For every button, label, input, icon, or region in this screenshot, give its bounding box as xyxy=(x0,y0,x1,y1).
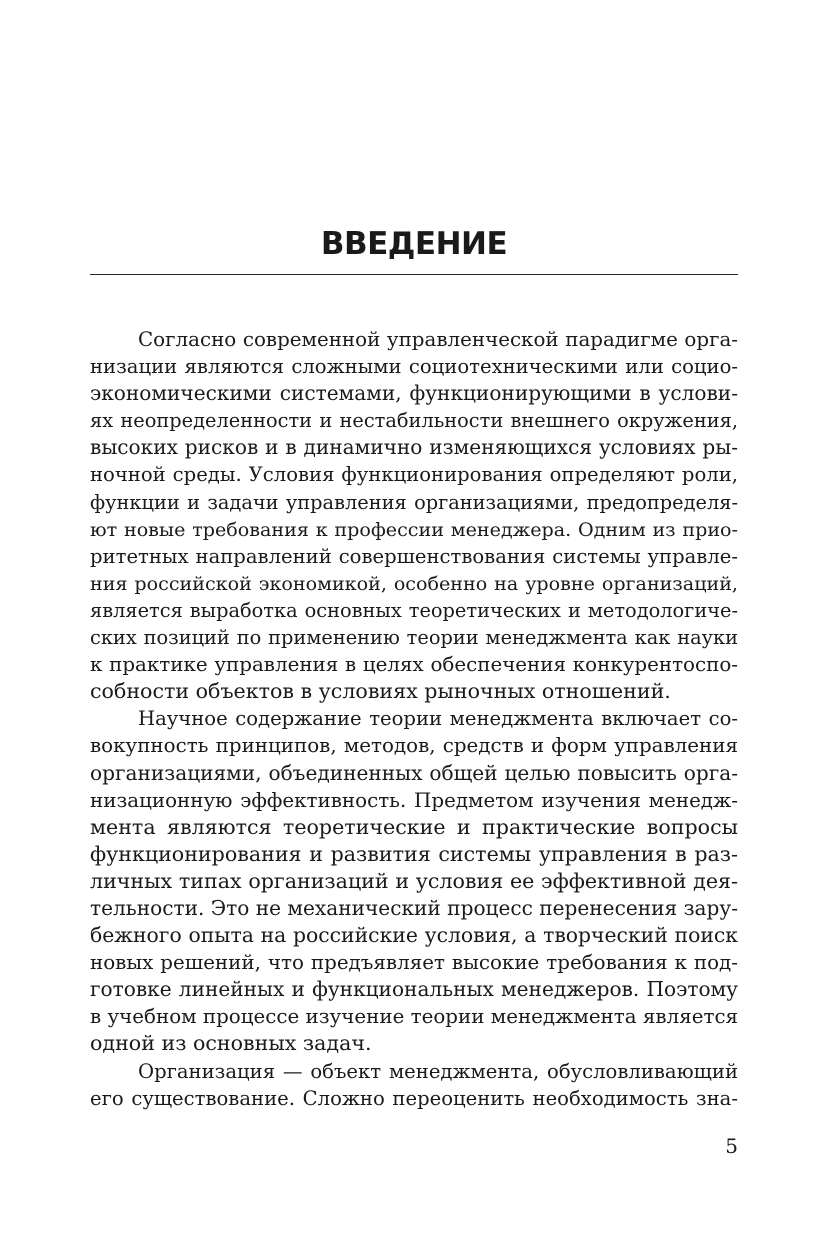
paragraph-2-line: личных типах организаций и условия ее эффективной дея- xyxy=(90,868,738,893)
paragraph-1-line: Согласно современной управленческой парадигме орга- xyxy=(138,328,738,351)
paragraph-2-line: Научное содержание теории менеджмента включает со- xyxy=(138,707,738,731)
paragraph-1-line: собности объектов в условиях рыночных отношений. xyxy=(90,679,671,704)
body-text xyxy=(90,326,738,1112)
paragraph-1-line: ритетных направлений совершенствования системы управле- xyxy=(90,544,738,568)
paragraph-2-line: тельности. Это не механический процесс перенесения зару- xyxy=(90,895,738,920)
paragraph-2-line: функционирования и развития системы управления в раз- xyxy=(90,841,738,866)
paragraph-2-line: готовке линейных и функциональных менеджеров. Поэтому xyxy=(90,977,738,1002)
paragraph-1-line: функции и задачи управления организациями, предопределя- xyxy=(90,490,738,514)
paragraph-1-line: ночной среды. Условия функционирования определяют роли, xyxy=(90,463,738,487)
paragraph-2-line: в учебном процессе изучение теории менеджмента является xyxy=(90,1005,739,1029)
paragraph-2-line: новых решений, что предъявляет высокие требования к под- xyxy=(90,951,738,975)
paragraph-1-line: высоких рисков и в динамично изменяющихся условиях ры- xyxy=(90,435,738,460)
paragraph-1-line: ях неопределенности и нестабильности внешнего окружения, xyxy=(90,409,738,433)
paragraph-1-line: ских позиций по применению теории менеджмента как науки xyxy=(90,626,738,650)
paragraph-1-line: является выработка основных теоретических и методологиче- xyxy=(90,598,738,622)
page-number: 5 xyxy=(725,1134,738,1158)
paragraph-1-line: низации являются сложными социотехническими или социо- xyxy=(90,355,738,379)
paragraph-3-line: Организация — объект менеджмента, обусловливающий xyxy=(138,1059,738,1083)
paragraph-2-line: вокупность принципов, методов, средств и форм управления xyxy=(90,734,738,758)
paragraph-2-line: низационную эффективность. Предметом изучения менедж- xyxy=(90,788,738,812)
paragraph-1-line: экономическими системами, функционирующими в услови- xyxy=(90,381,738,406)
paragraph-2-line: одной из основных задач. xyxy=(90,1031,372,1056)
paragraph-2-line: организациями, объединенных общей целью повысить орга- xyxy=(90,760,738,785)
paragraph-2-line: мента являются теоретические и практические вопросы xyxy=(90,814,738,839)
paragraph-1-line: к практике управления в целях обеспечения конкурентоспо- xyxy=(90,653,738,677)
title-underline xyxy=(90,274,738,275)
paragraph-1-line: ют новые требования к профессии менеджера. Одним из прио- xyxy=(90,517,738,541)
paragraph-1-line: ния российской экономикой, особенно на уровне организаций, xyxy=(90,571,738,595)
chapter-title: ВВЕДЕНИЕ xyxy=(320,226,508,262)
paragraph-3-line: его существование. Сложно переоценить необходимость зна- xyxy=(90,1086,738,1110)
paragraph-2-line: бежного опыта на российские условия, а творческий поиск xyxy=(90,923,738,948)
